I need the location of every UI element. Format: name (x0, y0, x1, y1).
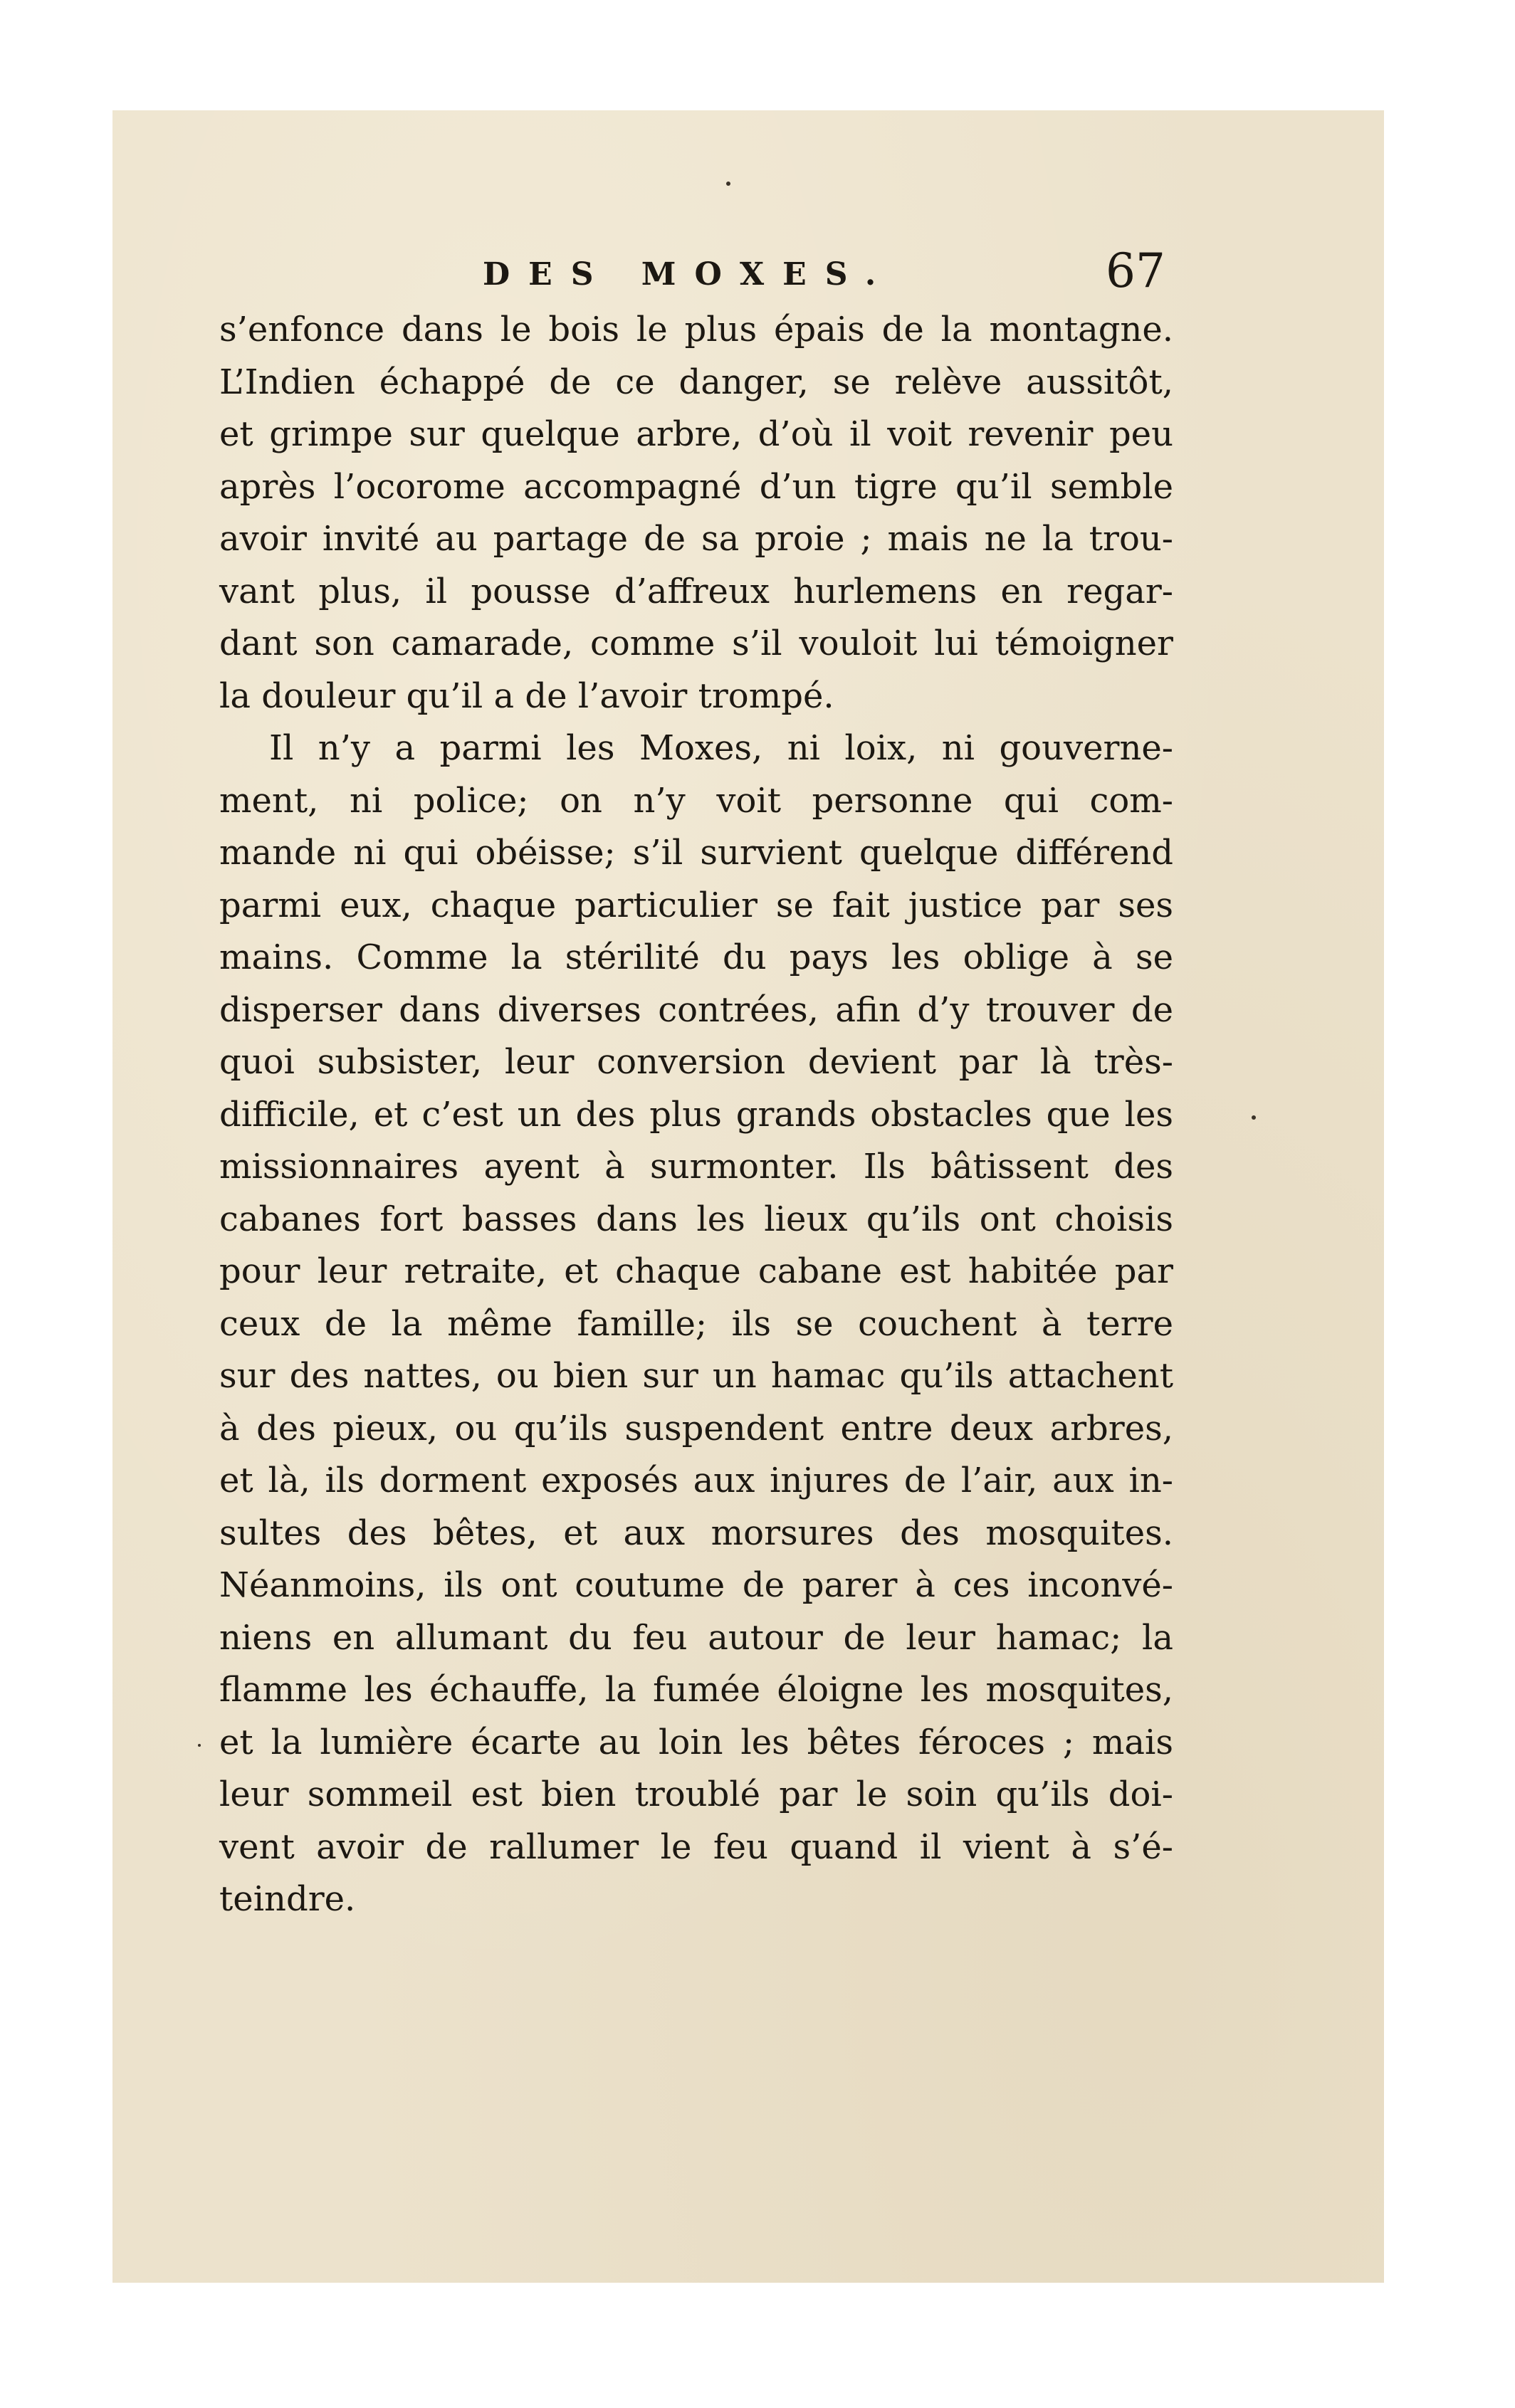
ink-speck (198, 1744, 201, 1747)
text-line: vent avoir de rallumer le feu quand il vient à s’é- (219, 1826, 1173, 1867)
text-line: ceux de la même famille; ils se couchent à terre (219, 1303, 1173, 1344)
body-text (219, 304, 1173, 1926)
text-line: flamme les échauffe, la fumée éloigne les mosquites, (219, 1670, 1173, 1710)
text-line: L’Indien échappé de ce danger, se relève aussitôt, (219, 362, 1173, 402)
text-line: vant plus, il pousse d’affreux hurlemens en regar- (219, 571, 1173, 611)
paragraph-2 (219, 722, 1173, 1926)
text-line: sur des nattes, ou bien sur un hamac qu’ils attachent (219, 1356, 1173, 1396)
paragraph-1 (219, 304, 1173, 722)
text-line: s’enfonce dans le bois le plus épais de la montagne. (219, 310, 1173, 349)
text-line: ment, ni police; on n’y voit personne qui com- (219, 780, 1173, 821)
text-line: difficile, et c’est un des plus grands obstacles que les (219, 1094, 1173, 1135)
text-line: la douleur qu’il a de l’avoir trompé. (219, 675, 834, 716)
text-line: et grimpe sur quelque arbre, d’où il voit revenir peu (219, 414, 1173, 454)
text-line: parmi eux, chaque particulier se fait justice par ses (219, 885, 1173, 925)
ink-speck (726, 182, 730, 186)
text-line: après l’ocorome accompagné d’un tigre qu’il semble (219, 466, 1173, 507)
text-line: et là, ils dorment exposés aux injures de l’air, aux in- (219, 1461, 1173, 1500)
text-line: Néanmoins, ils ont coutume de parer à ces inconvé- (219, 1565, 1173, 1605)
text-line: et la lumière écarte au loin les bêtes féroces ; mais (219, 1722, 1173, 1762)
text-line: dant son camarade, comme s’il vouloit lui témoigner (219, 624, 1173, 663)
text-line: missionnaires ayent à surmonter. Ils bâtissent des (219, 1147, 1173, 1187)
text-line: mande ni qui obéisse; s’il survient quelque différend (219, 833, 1173, 873)
text-line: teindre. (219, 1879, 356, 1919)
page-number: 67 (1106, 243, 1165, 298)
book-page (112, 110, 1384, 2283)
text-line: pour leur retraite, et chaque cabane est habitée par (219, 1251, 1173, 1291)
text-line: Il n’y a parmi les Moxes, ni loix, ni gouverne- (269, 728, 1173, 768)
text-line: à des pieux, ou qu’ils suspendent entre deux arbres, (219, 1408, 1173, 1449)
text-line: leur sommeil est bien troublé par le soin qu’ils doi- (219, 1775, 1173, 1814)
text-line: avoir invité au partage de sa proie ; mais ne la trou- (219, 519, 1173, 559)
text-line: quoi subsister, leur conversion devient par là très- (219, 1042, 1173, 1082)
text-line: disperser dans diverses contrées, afin d’y trouver de (219, 989, 1173, 1030)
text-line: sultes des bêtes, et aux morsures des mosquites. (219, 1513, 1173, 1553)
text-line: mains. Comme la stérilité du pays les oblige à se (219, 937, 1173, 977)
page-header (112, 228, 1384, 313)
text-line: niens en allumant du feu autour de leur hamac; la (219, 1617, 1173, 1658)
running-head: DES MOXES. (483, 256, 895, 293)
text-line: cabanes fort basses dans les lieux qu’ils ont choisis (219, 1199, 1173, 1239)
ink-speck (1252, 1115, 1256, 1120)
